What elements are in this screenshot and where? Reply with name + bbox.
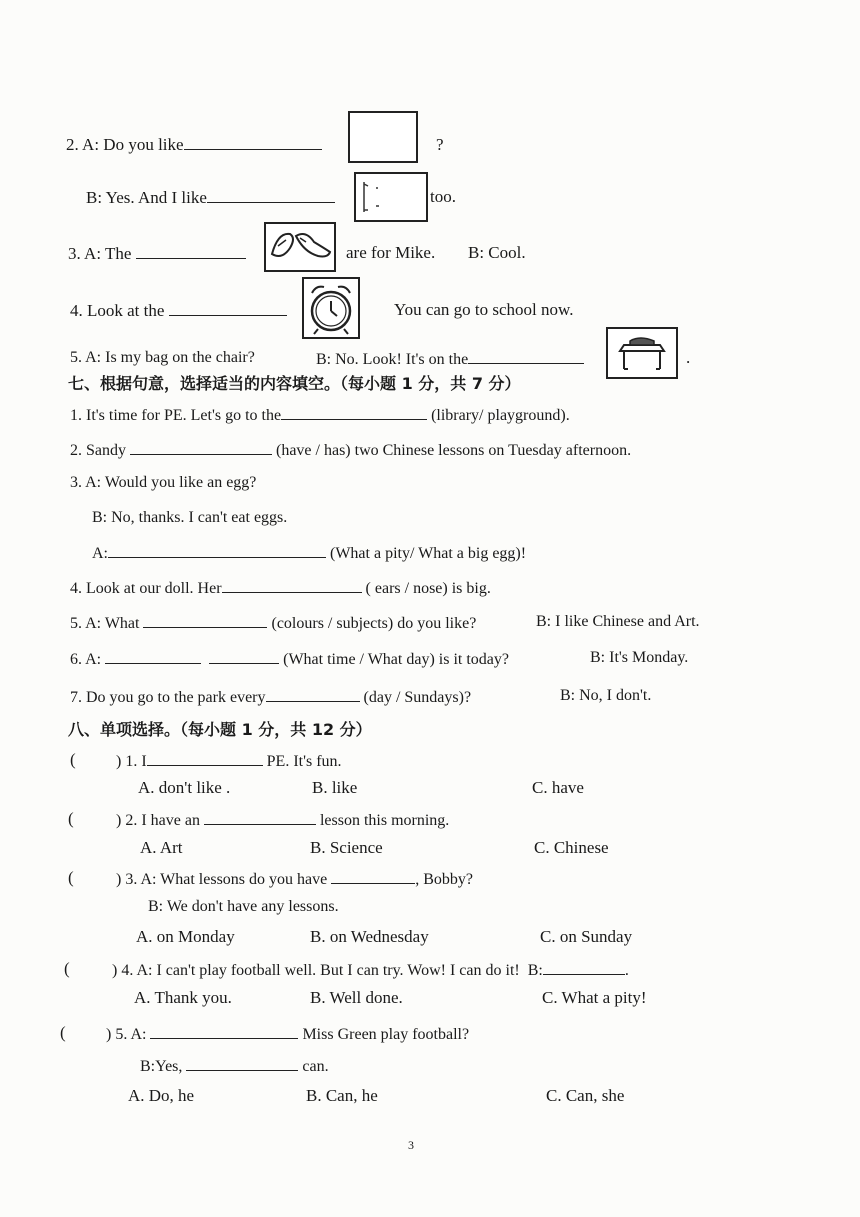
shoes-icon <box>266 224 334 270</box>
q6-3 <box>68 242 246 265</box>
answer-blank[interactable] <box>147 749 263 766</box>
p7-q6-post: (What time / What day) is it today? <box>283 651 509 668</box>
p7-q6-pre: 6. A: <box>70 651 102 668</box>
p7-q5-post: (colours / subjects) do you like? <box>271 615 477 632</box>
answer-blank[interactable] <box>108 541 326 558</box>
p7-q2-post: (have / has) two Chinese lessons on Tuesday afternoon. <box>276 442 632 459</box>
p7-q2-pre: 2. Sandy <box>70 442 126 459</box>
answer-blank[interactable] <box>468 347 584 364</box>
picture-box-empty <box>348 111 418 163</box>
q6-5-text: 5. A: Is my bag on the chair? <box>70 349 255 366</box>
p8-q5-opt-b[interactable]: B. Can, he <box>306 1086 378 1105</box>
answer-blank[interactable] <box>222 576 362 593</box>
p8-q1-opt-b[interactable]: B. like <box>312 778 358 797</box>
p8-q1-stem: ) 1. I <box>116 753 147 770</box>
p8-q5 <box>106 1022 469 1046</box>
answer-blank[interactable] <box>281 403 427 420</box>
answer-blank[interactable] <box>543 958 625 975</box>
p8-q4-opt-c[interactable]: C. What a pity! <box>542 988 647 1007</box>
answer-blank[interactable] <box>204 808 316 825</box>
p8-q5-line2-pre: B:Yes, <box>140 1058 183 1075</box>
q6-2b <box>86 186 335 209</box>
picture-desk-image <box>606 327 678 379</box>
p8-q4-stem: ) 4. A: I can't play football well. But I can try. Wow! I can do it! <box>112 962 520 979</box>
p8-q4-paren[interactable]: ( <box>64 959 70 978</box>
p7-q3c <box>92 541 526 565</box>
p8-q3-opt-c[interactable]: C. on Sunday <box>540 927 633 946</box>
p8-q1 <box>116 749 342 773</box>
answer-blank[interactable] <box>186 1054 298 1071</box>
answer-blank[interactable] <box>331 867 415 884</box>
p8-q2-opt-b[interactable]: B. Science <box>310 838 383 857</box>
p8-q3-line2: B: We don't have any lessons. <box>148 898 339 915</box>
p7-q4 <box>70 576 491 600</box>
p8-q3-stem: ) 3. A: What lessons do you have <box>116 871 328 888</box>
p8-q3-opt-a[interactable]: A. on Monday <box>136 927 235 946</box>
p7-q7-post: (day / Sundays)? <box>363 689 472 706</box>
q6-2b-too: too. <box>430 187 456 206</box>
answer-blank[interactable] <box>169 299 287 316</box>
picture-book-image <box>354 172 428 222</box>
q6-5 <box>70 347 255 369</box>
p8-q2-opt-a[interactable]: A. Art <box>140 838 183 857</box>
answer-blank[interactable] <box>105 647 201 664</box>
page-number: 3 <box>408 1138 414 1152</box>
q6-5-b <box>316 347 584 371</box>
section-8-heading: 八、单项选择。（每小题 1 分，共 12 分） <box>68 720 372 739</box>
p8-q5-opt-c[interactable]: C. Can, she <box>546 1086 625 1105</box>
p8-q2-paren[interactable]: ( <box>68 809 74 828</box>
q6-2a-text: 2. A: Do you like <box>66 135 184 154</box>
q6-2a-qmark: ? <box>436 135 444 154</box>
p8-q3-opt-b[interactable]: B. on Wednesday <box>310 927 429 946</box>
p8-q4-opt-b[interactable]: B. Well done. <box>310 988 403 1007</box>
q6-3-text: 3. A: The <box>68 244 132 263</box>
p8-q5-opt-a[interactable]: A. Do, he <box>128 1086 195 1105</box>
answer-blank[interactable] <box>207 186 335 203</box>
q6-3-end: B: Cool. <box>468 243 526 262</box>
q6-2a <box>66 133 322 156</box>
p7-q1 <box>70 403 570 427</box>
q6-4-end: You can go to school now. <box>394 300 574 319</box>
q6-3-mid: are for Mike. <box>346 243 436 262</box>
answer-blank[interactable] <box>143 611 267 628</box>
q6-5-period: . <box>686 348 691 367</box>
p7-q7 <box>70 685 471 709</box>
p8-q4-end: . <box>624 962 629 979</box>
p7-q2 <box>70 438 631 462</box>
q6-5-b-text: B: No. Look! It's on the <box>316 351 469 368</box>
picture-clock-image <box>302 277 360 339</box>
p8-q4-opt-a[interactable]: A. Thank you. <box>134 988 232 1007</box>
p8-q2-stem: ) 2. I have an <box>116 812 200 829</box>
answer-blank[interactable] <box>209 647 279 664</box>
p8-q1-opt-a[interactable]: A. don't like . <box>138 778 231 797</box>
desk-icon <box>608 329 676 377</box>
answer-blank[interactable] <box>184 133 322 150</box>
section-7-heading: 七、根据句意，选择适当的内容填空。（每小题 1 分，共 7 分） <box>68 374 521 393</box>
alarm-clock-icon <box>304 279 358 337</box>
p7-q3c-pre: A: <box>92 545 108 562</box>
answer-blank[interactable] <box>136 242 246 259</box>
p8-q2 <box>116 808 449 832</box>
p8-q1-opt-c[interactable]: C. have <box>532 778 584 797</box>
p7-q5-b: B: I like Chinese and Art. <box>536 613 700 630</box>
p8-q1-post: PE. It's fun. <box>266 753 342 770</box>
p8-q2-opt-c[interactable]: C. Chinese <box>534 838 609 857</box>
p8-q5-line2-post: can. <box>302 1058 329 1075</box>
p7-q4-post: ( ears / nose) is big. <box>365 580 491 597</box>
p8-q3-paren[interactable]: ( <box>68 868 74 887</box>
p7-q1-post: (library/ playground). <box>431 407 570 424</box>
p7-q3c-post: (What a pity/ What a big egg)! <box>330 545 527 562</box>
p7-q6 <box>70 647 509 671</box>
p7-q3b: B: No, thanks. I can't eat eggs. <box>92 509 288 526</box>
q6-2b-text: B: Yes. And I like <box>86 188 207 207</box>
picture-shoes-image <box>264 222 336 272</box>
p7-q4-pre: 4. Look at our doll. Her <box>70 580 222 597</box>
p8-q1-paren[interactable]: ( <box>70 750 76 769</box>
p7-q3a: 3. A: Would you like an egg? <box>70 474 257 491</box>
p7-q6-b: B: It's Monday. <box>590 649 689 666</box>
p8-q5-post: Miss Green play football? <box>302 1026 470 1043</box>
p7-q7-pre: 7. Do you go to the park every <box>70 689 266 706</box>
p8-q2-post: lesson this morning. <box>319 812 450 829</box>
book-icon <box>356 174 426 220</box>
q6-4-text: 4. Look at the <box>70 301 165 320</box>
p7-q5-pre: 5. A: What <box>70 615 140 632</box>
answer-blank[interactable] <box>150 1022 298 1039</box>
p8-q4 <box>112 958 629 982</box>
p8-q5-line2 <box>140 1054 329 1078</box>
p8-q4-post: B: <box>527 962 543 979</box>
p8-q3 <box>116 867 473 891</box>
p8-q5-paren[interactable]: ( <box>60 1023 66 1042</box>
q6-4 <box>70 299 287 322</box>
p8-q5-stem: ) 5. A: <box>106 1026 147 1043</box>
p8-q3-post: , Bobby? <box>415 871 474 888</box>
answer-blank[interactable] <box>266 685 360 702</box>
p7-q1-pre: 1. It's time for PE. Let's go to the <box>70 407 282 424</box>
p7-q5 <box>70 611 476 635</box>
answer-blank[interactable] <box>130 438 272 455</box>
p7-q7-b: B: No, I don't. <box>560 687 652 704</box>
